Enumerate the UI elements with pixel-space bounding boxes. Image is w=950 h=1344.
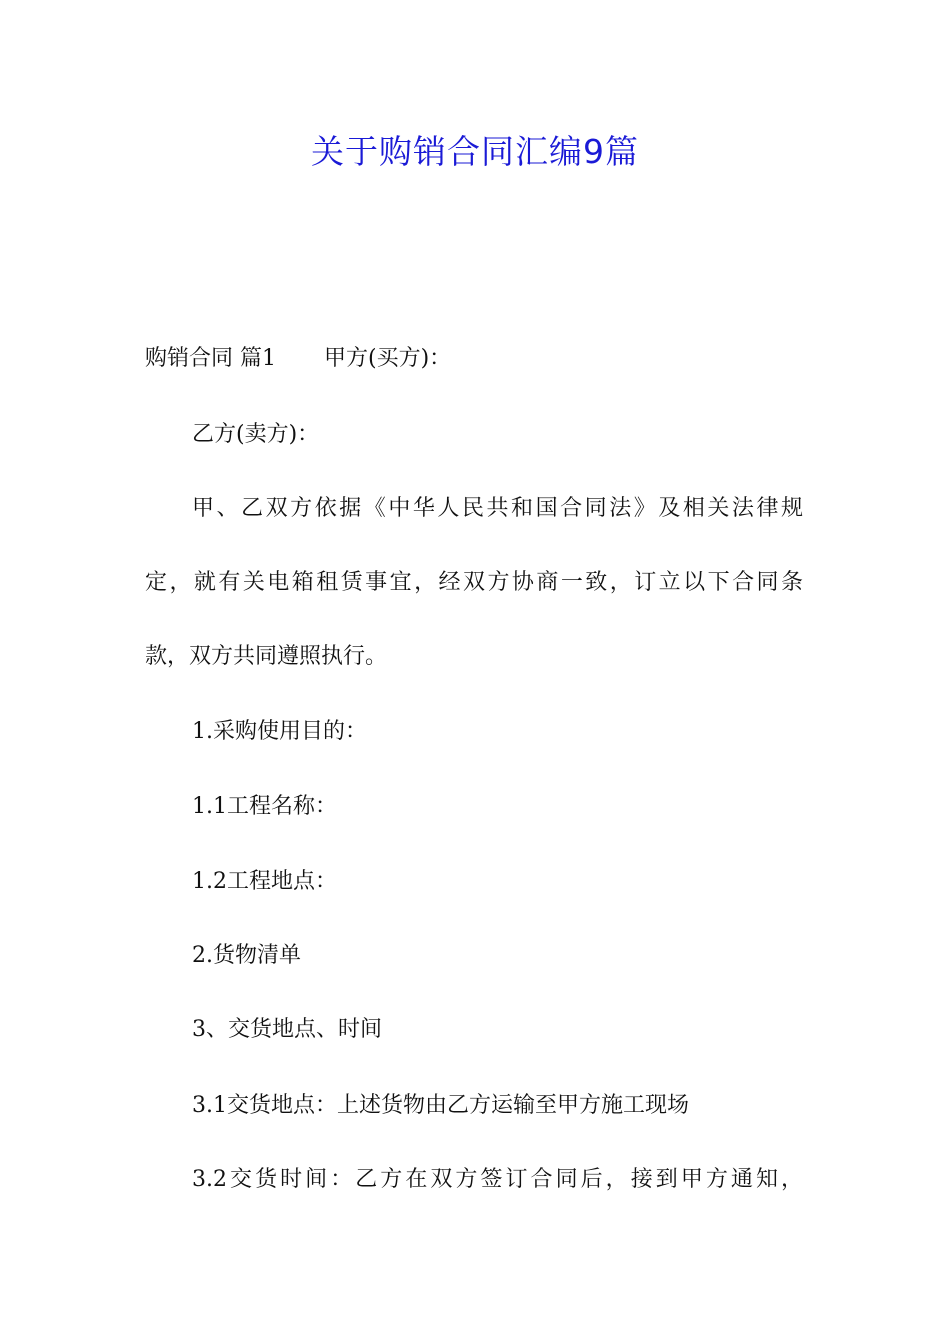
clause-line: 3.2交货时间：乙方在双方签订合同后，接到甲方通知， (192, 1167, 803, 1192)
clause-line: 3.1交货地点：上述货物由乙方运输至甲方施工现场 (192, 1093, 689, 1118)
clause-heading: 1.采购使用目的： (192, 719, 367, 744)
paragraph-line: 款，双方共同遵照执行。 (145, 644, 388, 669)
document-title: 关于购销合同汇编9篇 (311, 132, 639, 171)
section-heading: 购销合同 篇1 (145, 346, 276, 371)
clause-line: 1.2工程地点： (192, 869, 337, 894)
clause-heading: 2.货物清单 (192, 943, 301, 968)
paragraph-line: 甲、乙双方依据《中华人民共和国合同法》及相关法律规 (192, 496, 803, 521)
party-a-label: 甲方(买方)： (324, 346, 452, 371)
clause-line: 1.1工程名称： (192, 794, 337, 819)
paragraph-line: 定，就有关电箱租赁事宜，经双方协商一致，订立以下合同条 (145, 570, 803, 595)
paragraph-first-line (145, 341, 825, 377)
clause-heading: 3、交货地点、时间 (192, 1017, 382, 1042)
party-b-label: 乙方(卖方)： (192, 422, 320, 447)
